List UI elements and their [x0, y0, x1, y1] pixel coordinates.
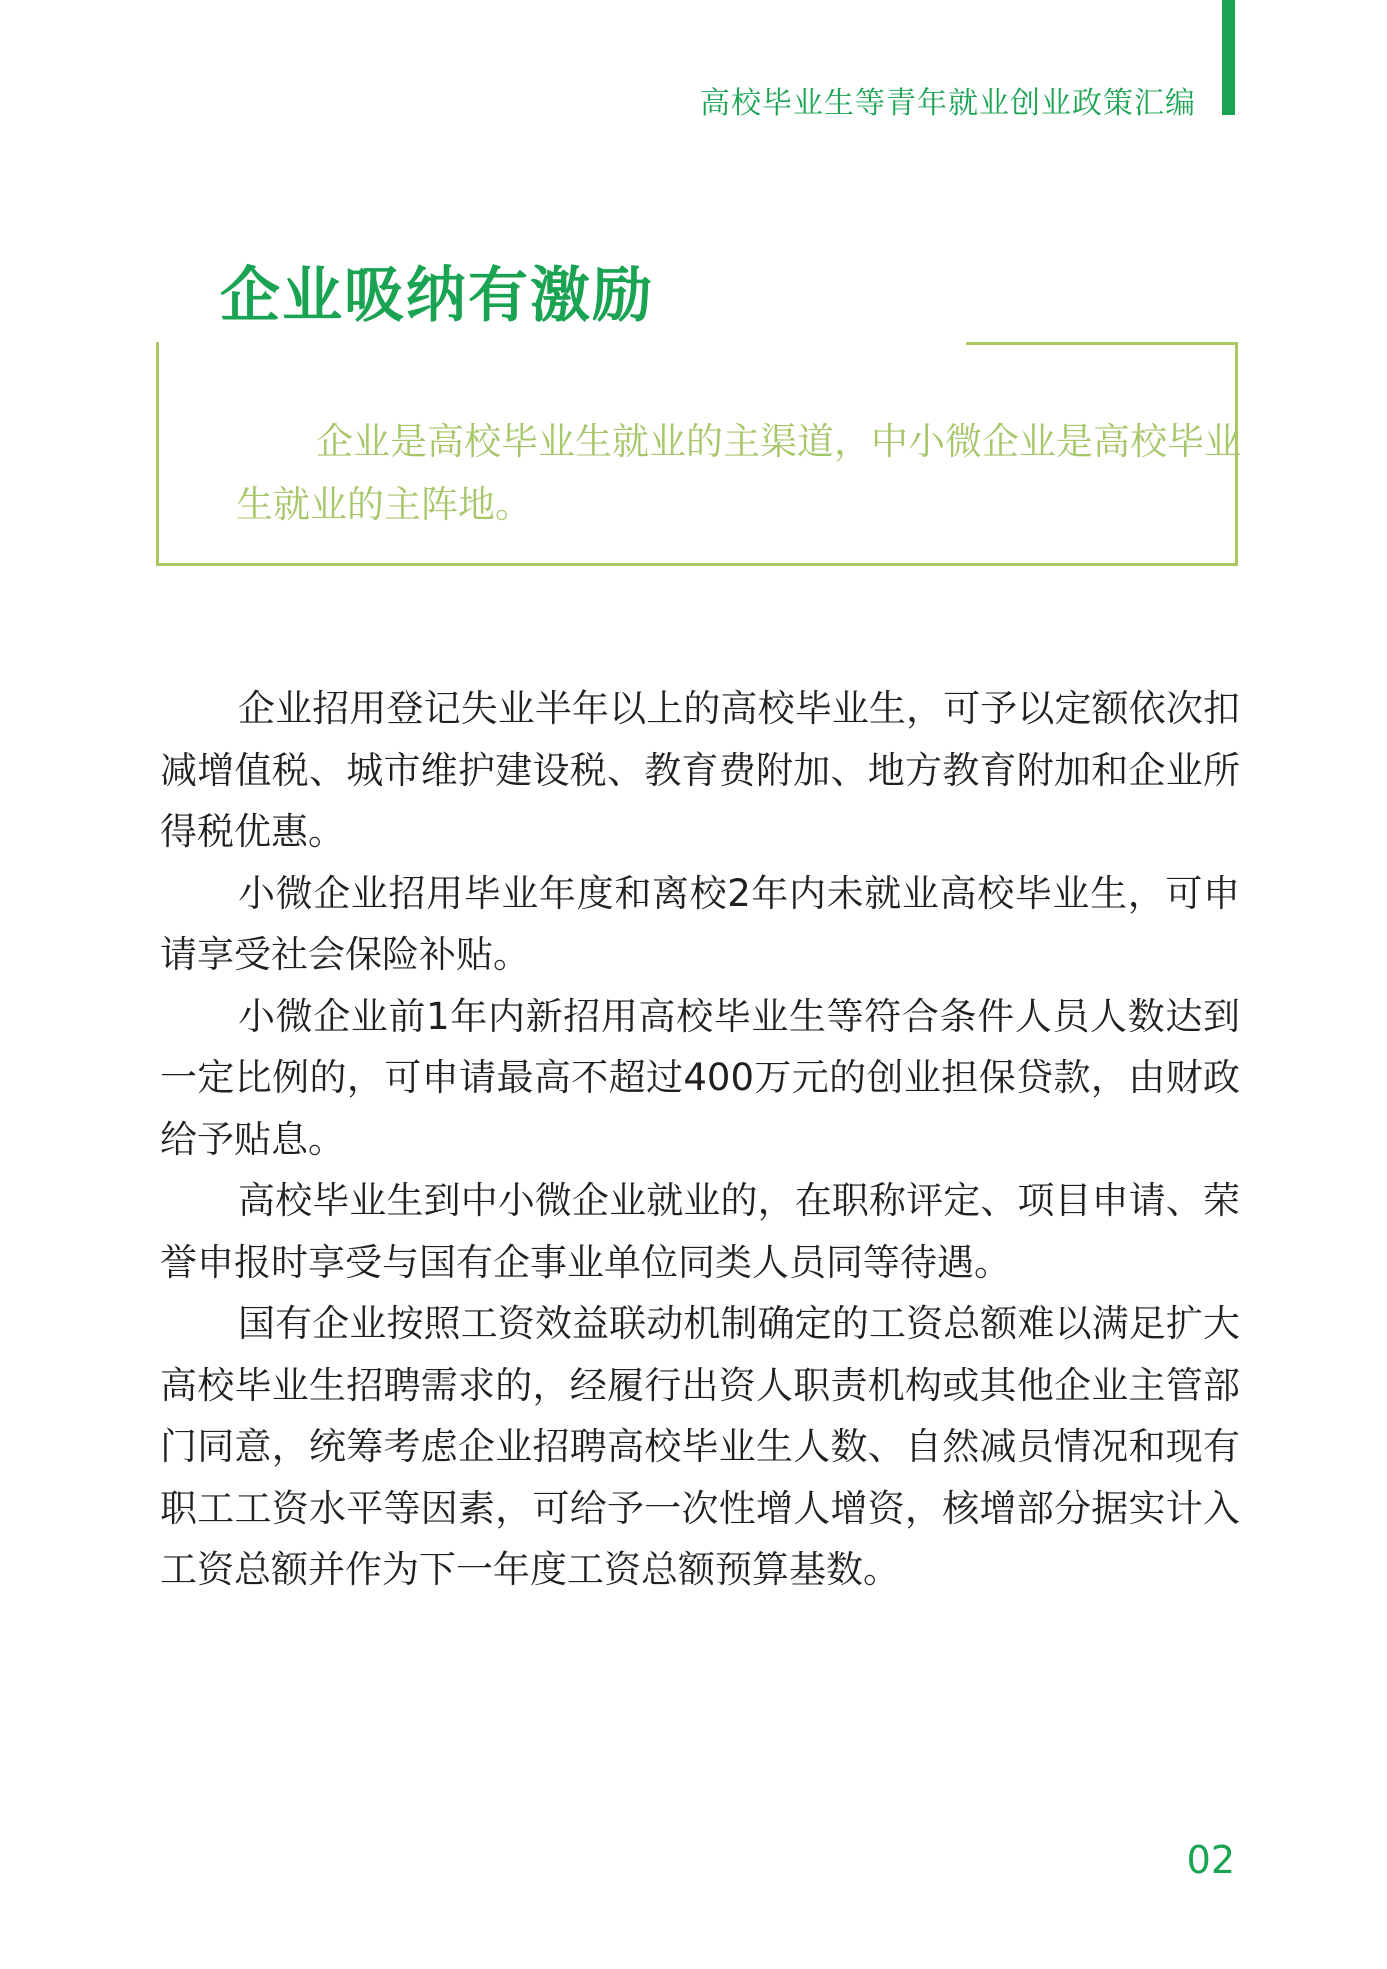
paragraph: 国有企业按照工资效益联动机制确定的工资总额难以满足扩大高校毕业生招聘需求的，经履行出资人职责机构或其他企业主管部门同意，统筹考虑企业招聘高校毕业生人数、自然减员情况和现有职工工资水平等因素，可给予一次性增人增资，核增部分据实计入工资总额并作为下一年度工资总额预算基数。 — [160, 1302, 1240, 1591]
running-header: 高校毕业生等青年就业创业政策汇编 — [700, 86, 1196, 121]
intro-text: 企业是高校毕业生就业的主渠道，中小微企业是高校毕业生就业的主阵地。 — [236, 420, 1241, 526]
intro-box — [156, 342, 1241, 566]
paragraph: 小微企业招用毕业年度和离校2年内未就业高校毕业生，可申请享受社会保险补贴。 — [160, 871, 1240, 976]
intro-box-top-border — [966, 342, 1238, 345]
paragraph: 高校毕业生到中小微企业就业的，在职称评定、项目申请、荣誉申报时享受与国有企事业单位同类人员同等待遇。 — [160, 1179, 1240, 1284]
intro-box-left-border — [156, 342, 159, 566]
header-accent-bar — [1222, 0, 1235, 115]
section-title: 企业吸纳有激励 — [220, 261, 654, 331]
body-text — [160, 678, 1240, 1601]
intro-box-bottom-border — [156, 563, 1238, 566]
paragraph: 企业招用登记失业半年以上的高校毕业生，可予以定额依次扣减增值税、城市维护建设税、教育费附加、地方教育附加和企业所得税优惠。 — [160, 687, 1240, 853]
page-number: 02 — [1186, 1838, 1235, 1882]
paragraph: 小微企业前1年内新招用高校毕业生等符合条件人员人数达到一定比例的，可申请最高不超过400万元的创业担保贷款，由财政给予贴息。 — [160, 994, 1240, 1161]
